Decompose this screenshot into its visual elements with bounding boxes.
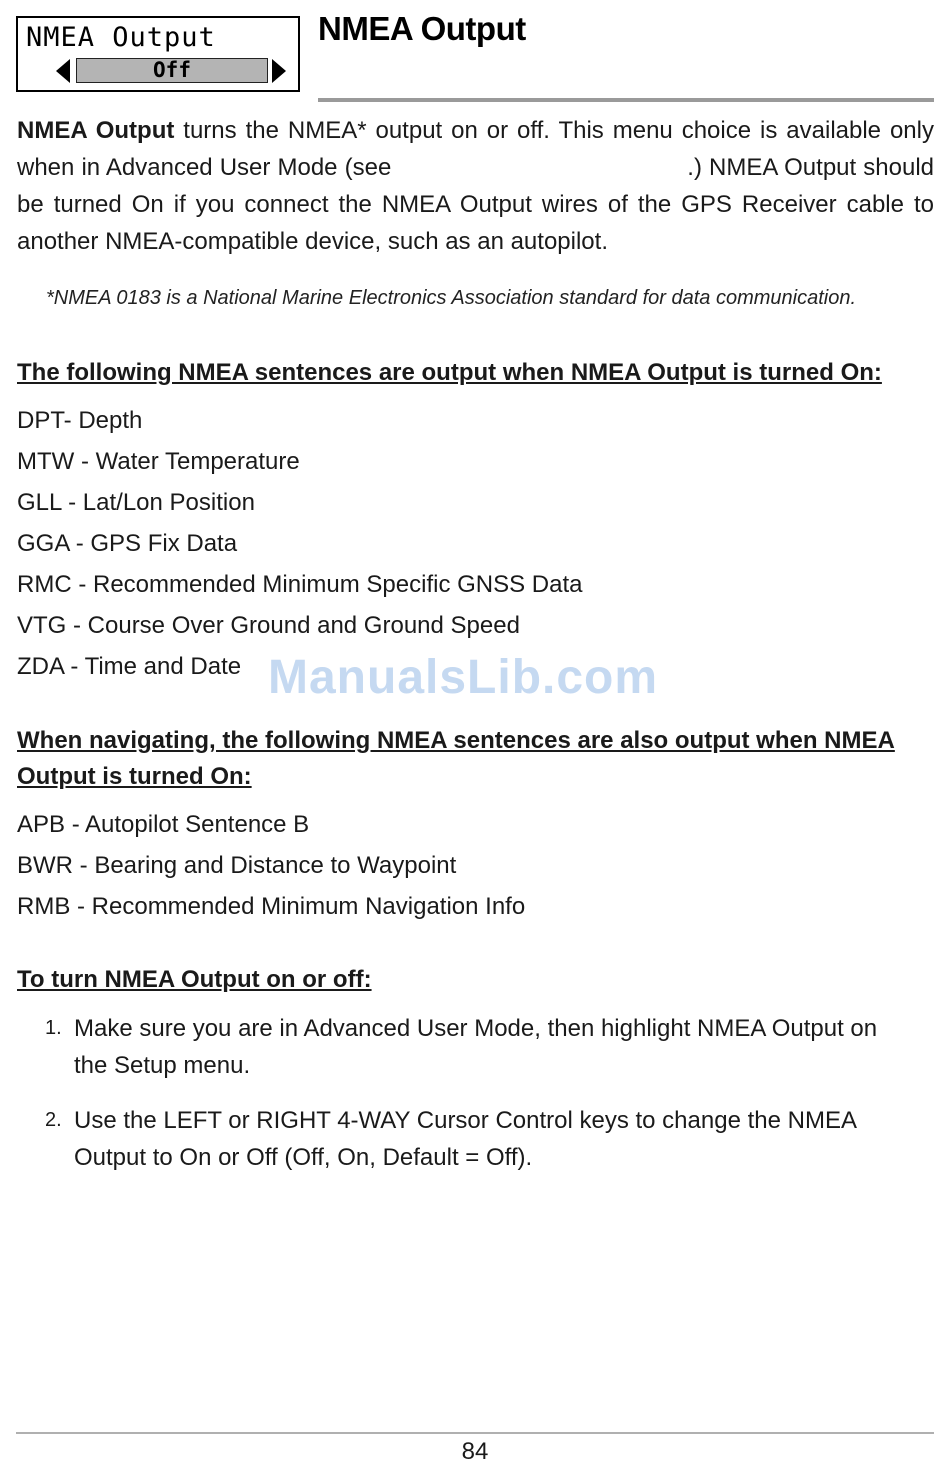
list-item: DPT- Depth <box>17 407 143 434</box>
list-item: MTW - Water Temperature <box>17 448 300 475</box>
page-number: 84 <box>461 1438 489 1465</box>
intro-text-1: turns the NMEA* output on or off. This menu choice is available only when in Advanced User Mode (see <box>17 117 934 181</box>
watermark: ManualsLib.com <box>268 651 659 704</box>
section-2-heading: When navigating, the following NMEA sentences are also output when NMEA Output is turned On: <box>17 727 895 790</box>
menu-value-selector <box>56 58 286 84</box>
section-1-list <box>17 403 583 690</box>
list-item: VTG - Course Over Ground and Ground Speed <box>17 612 520 639</box>
step-item <box>17 1102 917 1176</box>
section-2-list <box>17 807 525 930</box>
section-1-heading: The following NMEA sentences are output when NMEA Output is turned On: <box>17 359 882 386</box>
intro-term: NMEA Output <box>17 117 175 144</box>
step-text: Use the LEFT or RIGHT 4-WAY Cursor Control keys to change the NMEA Output to On or Off (Off, On, Default = Off). <box>74 1107 856 1171</box>
steps-list <box>17 1010 917 1194</box>
title-divider <box>318 98 934 102</box>
list-item: GLL - Lat/Lon Position <box>17 489 255 516</box>
footer-divider <box>16 1432 934 1434</box>
intro-text-2: .) NMEA Output should be turned On if you connect the NMEA Output wires of the GPS Receiver cable to another NMEA-compatible device, such as an autopilot. <box>17 154 934 255</box>
nmea-output-menu-widget <box>16 16 300 92</box>
list-item: BWR - Bearing and Distance to Waypoint <box>17 852 457 879</box>
footnote: *NMEA 0183 is a National Marine Electronics Association standard for data communication. <box>46 287 857 309</box>
step-number: 2. <box>45 1109 62 1131</box>
step-text: Make sure you are in Advanced User Mode, then highlight NMEA Output on the Setup menu. <box>74 1015 878 1079</box>
intro-paragraph <box>17 112 934 260</box>
menu-widget-title: NMEA Output <box>26 22 216 53</box>
step-item <box>17 1010 917 1084</box>
right-arrow-icon <box>272 59 286 83</box>
list-item: ZDA - Time and Date <box>17 653 242 680</box>
page-title: NMEA Output <box>318 10 526 47</box>
list-item: RMB - Recommended Minimum Navigation Info <box>17 893 526 920</box>
list-item: RMC - Recommended Minimum Specific GNSS Data <box>17 571 583 598</box>
menu-widget-value: Off <box>76 58 268 83</box>
section-3-heading: To turn NMEA Output on or off: <box>17 966 372 993</box>
list-item: GGA - GPS Fix Data <box>17 530 238 557</box>
left-arrow-icon <box>56 59 70 83</box>
list-item: APB - Autopilot Sentence B <box>17 811 310 838</box>
step-number: 1. <box>45 1017 62 1039</box>
